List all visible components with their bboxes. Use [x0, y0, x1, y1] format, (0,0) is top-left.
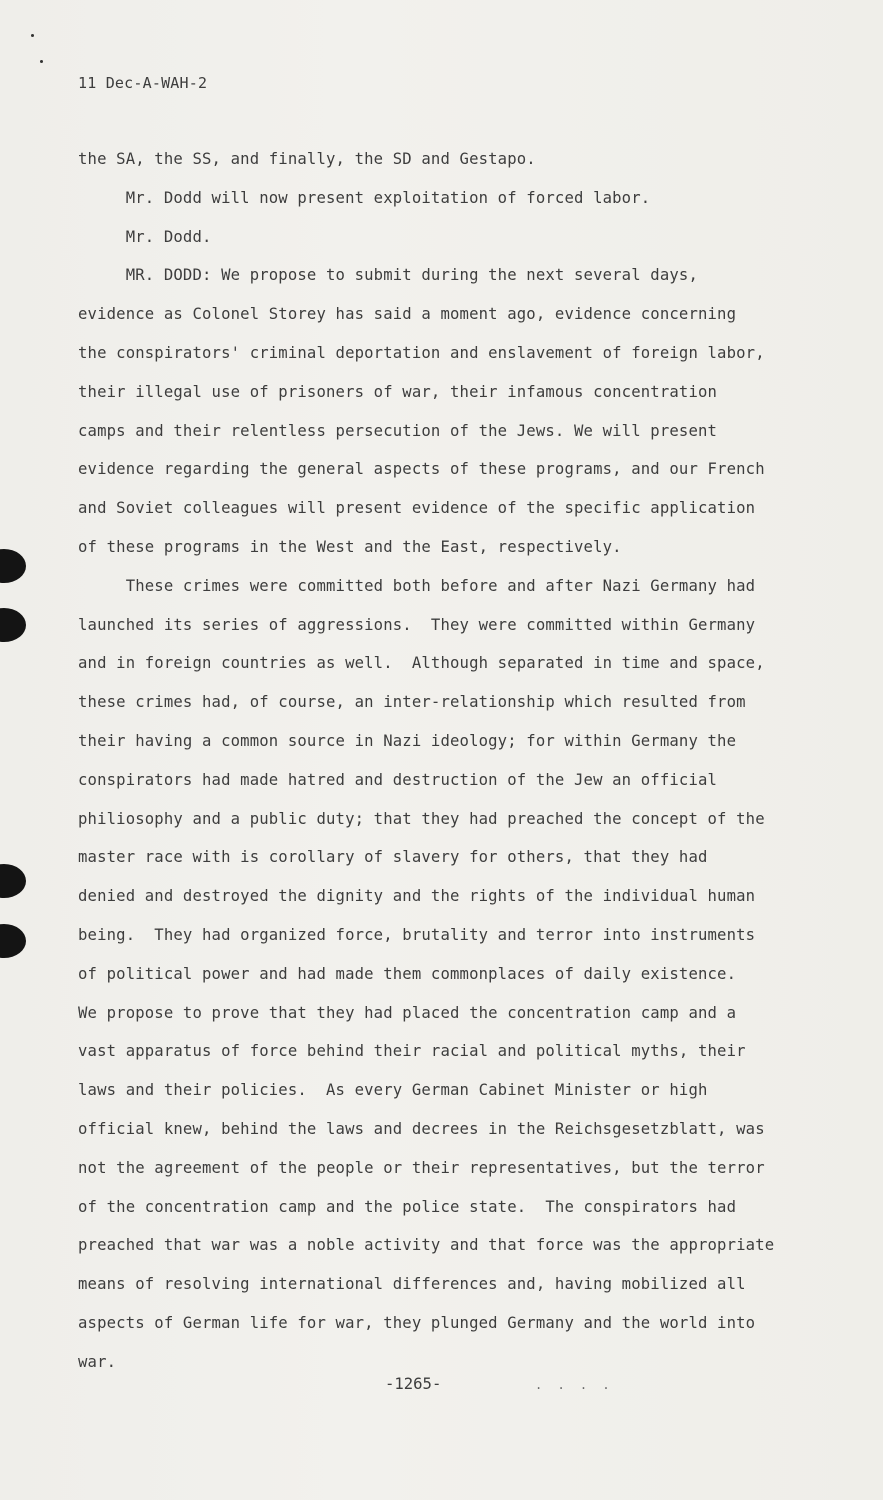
punch-hole [0, 608, 26, 642]
paper-speck [40, 60, 43, 63]
body-line: the conspirators' criminal deportation and enslavement of foreign labor, [78, 344, 765, 362]
body-line: and in foreign countries as well. Although separated in time and space, [78, 654, 765, 673]
body-line: these crimes had, of course, an inter-relationship which resulted from [78, 693, 746, 712]
body-line: laws and their policies. As every German Cabinet Minister or high [78, 1081, 708, 1100]
body-line: Mr. Dodd. [78, 227, 212, 246]
document-reference: 11 Dec-A-WAH-2 [78, 74, 208, 92]
body-line: their illegal use of prisoners of war, their infamous concentration [78, 382, 718, 401]
punch-hole [0, 549, 26, 583]
body-line: war. [78, 1352, 117, 1371]
trailing-marks: . . . . [535, 1378, 614, 1392]
page-number: -1265- [385, 1375, 442, 1393]
body-line: of political power and had made them commonplaces of daily existence. [78, 964, 737, 983]
body-line: launched its series of aggressions. They were committed within Germany [78, 615, 756, 634]
body-line: aspects of German life for war, they plunged Germany and the world into [78, 1314, 756, 1332]
body-line: evidence regarding the general aspects of these programs, and our French [78, 460, 765, 479]
body-line: means of resolving international differences and, having mobilized all [78, 1275, 746, 1294]
body-line: of the concentration camp and the police state. The conspirators had [78, 1197, 737, 1216]
paper-speck [31, 34, 34, 37]
body-line: of these programs in the West and the East, respectively. [78, 538, 622, 556]
body-line: Mr. Dodd will now present exploitation of forced labor. [78, 188, 651, 207]
body-line: philiosophy and a public duty; that they had preached the concept of the [78, 809, 765, 828]
body-line: evidence as Colonel Storey has said a moment ago, evidence concerning [78, 305, 737, 324]
body-line: preached that war was a noble activity and that force was the appropriate [78, 1236, 775, 1255]
body-line: the SA, the SS, and finally, the SD and Gestapo. [78, 150, 536, 168]
punch-hole [0, 924, 26, 958]
body-line: These crimes were committed both before and after Nazi Germany had [78, 576, 756, 595]
body-line: and Soviet colleagues will present evidence of the specific application [78, 499, 756, 518]
body-line: not the agreement of the people or their representatives, but the terror [78, 1158, 765, 1177]
body-line: denied and destroyed the dignity and the rights of the individual human [78, 887, 756, 906]
punch-hole [0, 864, 26, 898]
body-line: vast apparatus of force behind their racial and political myths, their [78, 1042, 746, 1061]
body-line: MR. DODD: We propose to submit during the next several days, [78, 266, 698, 285]
body-line: their having a common source in Nazi ideology; for within Germany the [78, 732, 737, 750]
body-line: being. They had organized force, brutality and terror into instruments [78, 926, 756, 944]
body-line: camps and their relentless persecution of the Jews. We will present [78, 421, 718, 440]
body-line: official knew, behind the laws and decrees in the Reichsgesetzblatt, was [78, 1120, 765, 1138]
body-line: master race with is corollary of slavery for others, that they had [78, 848, 708, 867]
body-line: We propose to prove that they had placed the concentration camp and a [78, 1003, 737, 1022]
body-line: conspirators had made hatred and destruction of the Jew an official [78, 770, 718, 789]
